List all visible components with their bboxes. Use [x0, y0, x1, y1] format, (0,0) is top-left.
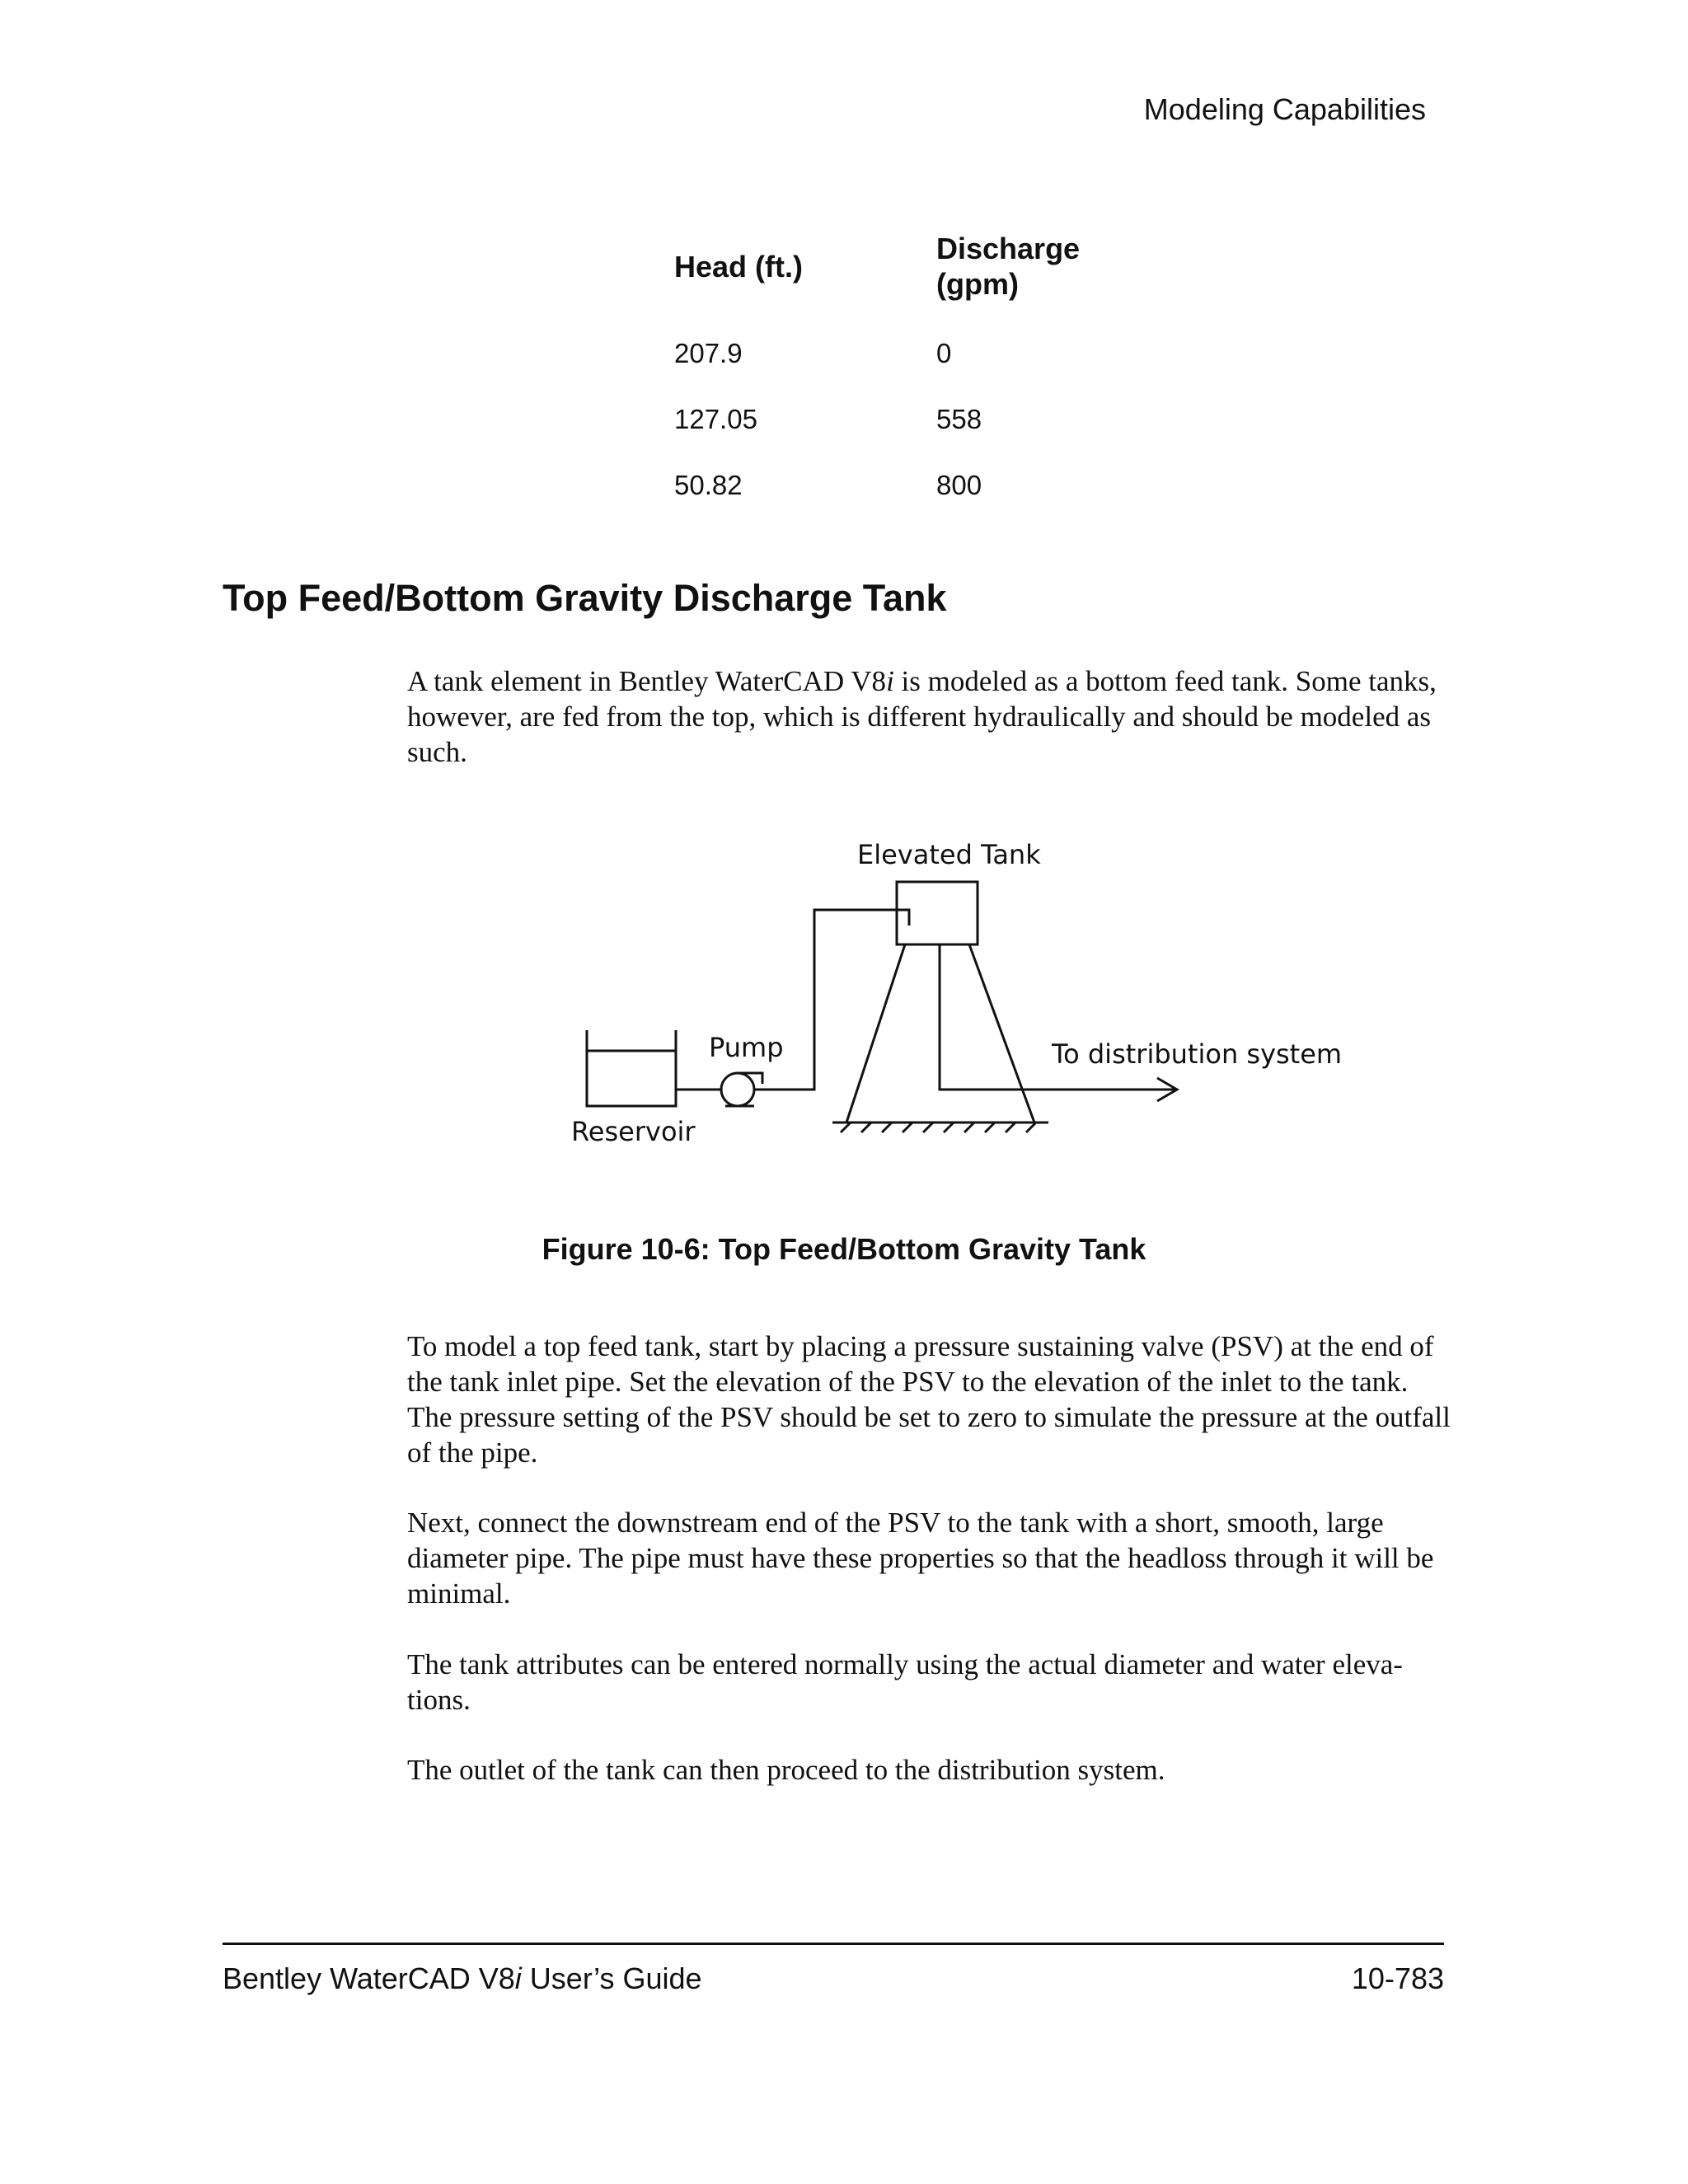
body-paragraph-3: The tank attributes can be entered normally using the actual diameter and water eleva-tions. — [407, 1648, 1403, 1716]
footer-guide-title — [223, 1961, 702, 1996]
label-reservoir: Reservoir — [571, 1116, 696, 1147]
top-feed-tank-diagram — [560, 832, 1343, 1170]
section-title: Top Feed/Bottom Gravity Discharge Tank — [223, 577, 947, 619]
table-header-discharge-line2: (gpm) — [936, 267, 1019, 301]
label-distribution-system: To distribution system — [1052, 1038, 1343, 1070]
table-cell-discharge-row1: 0 — [936, 338, 952, 368]
table-header-discharge-line1: Discharge — [936, 232, 1081, 265]
intro-text-start: A tank element in Bentley WaterCAD V8 — [407, 665, 887, 697]
figure-caption: Figure 10-6: Top Feed/Bottom Gravity Tank — [542, 1232, 1146, 1266]
intro-text-italic: i — [886, 665, 894, 697]
label-elevated-tank: Elevated Tank — [857, 839, 1041, 870]
table-cell-discharge-row2: 558 — [936, 404, 982, 434]
pump-symbol — [721, 1073, 754, 1106]
footer-title-italic: i — [514, 1961, 522, 1995]
table-cell-discharge-row3: 800 — [936, 470, 982, 500]
table-header-head: Head (ft.) — [674, 250, 803, 284]
footer-page-number: 10-783 — [1351, 1961, 1444, 1995]
label-pump: Pump — [709, 1032, 784, 1063]
tower-leg-left — [846, 944, 905, 1122]
body-paragraph-2: Next, connect the downstream end of the PSV to the tank with a short, smooth, large diameter pipe. The pipe must have these properties so that the headloss through it will be minimal. — [407, 1507, 1434, 1610]
footer-title-start: Bentley WaterCAD V8 — [223, 1961, 515, 1995]
intro-paragraph — [407, 663, 1454, 770]
body-paragraph-1: To model a top feed tank, start by placing a pressure sustaining valve (PSV) at the end of the tank inlet pipe. Set the elevation of the PSV to the elevation of the inlet to the tank. The pressure setting of the PSV should be set to zero to simulate the pressure at the outfall of the pipe. — [407, 1330, 1451, 1469]
ground-hatching — [841, 1122, 1036, 1132]
footer-rule — [223, 1943, 1444, 1945]
table-header-discharge — [936, 231, 1080, 302]
table-cell-head-row3: 50.82 — [674, 470, 743, 500]
tower-leg-right — [969, 944, 1034, 1122]
table-cell-head-row2: 127.05 — [674, 404, 757, 434]
body-paragraph-4: The outlet of the tank can then proceed to the distribution system. — [407, 1754, 1165, 1786]
reservoir-walls — [587, 1030, 676, 1106]
footer-title-end: User’s Guide — [521, 1961, 702, 1995]
running-header: Modeling Capabilities — [1143, 92, 1426, 126]
table-cell-head-row1: 207.9 — [674, 338, 743, 368]
intro-text-end: is modeled as a bottom feed tank. Some tanks, however, are fed from the top, which is different hydraulically and should be modeled as such. — [407, 665, 1437, 768]
